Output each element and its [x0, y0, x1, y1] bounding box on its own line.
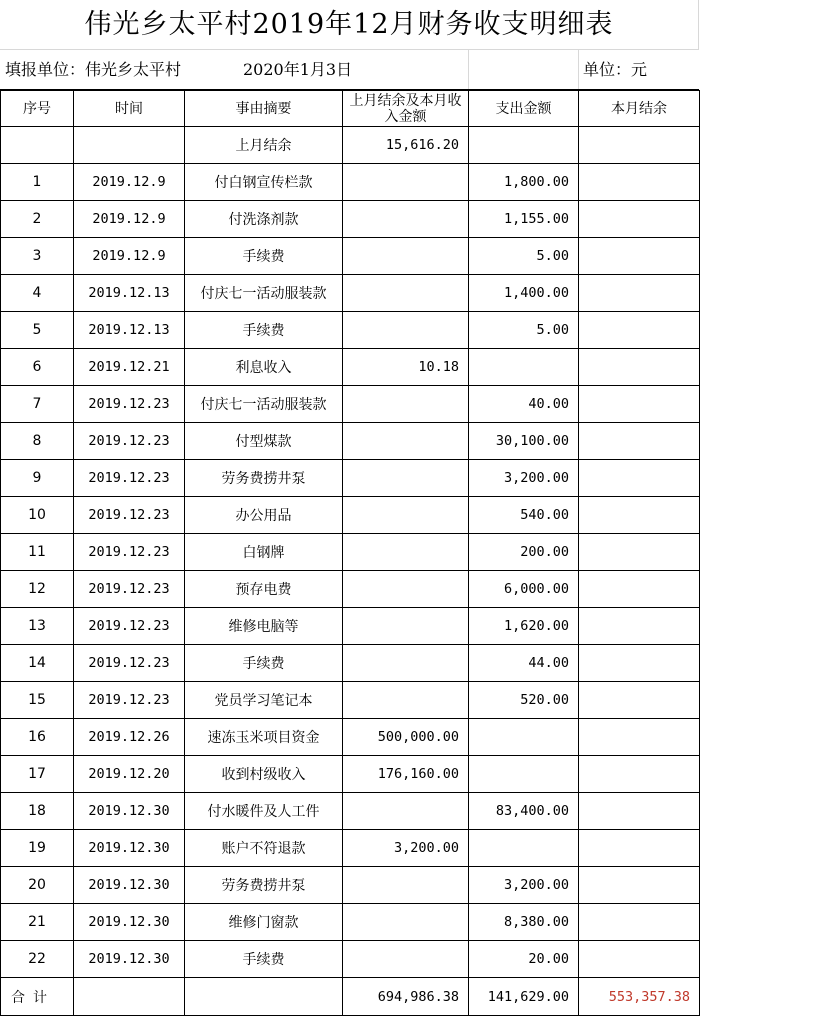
header-row	[1, 91, 700, 127]
table-row	[1, 682, 700, 719]
table-row	[1, 349, 700, 386]
cell-seq: 1	[1, 164, 74, 201]
cell-balance	[579, 904, 700, 941]
cell-income	[343, 571, 469, 608]
cell-income: 15,616.20	[343, 127, 469, 164]
info-divider	[468, 50, 469, 89]
ledger-table	[0, 90, 700, 1016]
cell-summary: 办公用品	[185, 497, 343, 534]
cell-date: 2019.12.23	[74, 460, 185, 497]
cell-balance	[579, 867, 700, 904]
total-label: 合计	[1, 978, 74, 1016]
cell-date: 2019.12.9	[74, 201, 185, 238]
cell-seq: 5	[1, 312, 74, 349]
cell-summary: 付庆七一活动服装款	[185, 386, 343, 423]
cell-balance	[579, 349, 700, 386]
table-row	[1, 941, 700, 978]
table-row	[1, 793, 700, 830]
cell-summary	[185, 978, 343, 1016]
cell-seq: 16	[1, 719, 74, 756]
reporting-unit: 填报单位：伟光乡太平村	[5, 60, 182, 79]
cell-income: 176,160.00	[343, 756, 469, 793]
cell-summary: 收到村级收入	[185, 756, 343, 793]
total-income: 694,986.38	[343, 978, 469, 1016]
cell-summary: 手续费	[185, 645, 343, 682]
cell-expense: 200.00	[469, 534, 579, 571]
cell-balance	[579, 571, 700, 608]
cell-seq: 22	[1, 941, 74, 978]
header-seq: 序号	[1, 91, 74, 127]
cell-seq: 15	[1, 682, 74, 719]
cell-seq: 20	[1, 867, 74, 904]
cell-date: 2019.12.23	[74, 534, 185, 571]
cell-date: 2019.12.9	[74, 164, 185, 201]
cell-date: 2019.12.23	[74, 386, 185, 423]
cell-summary: 预存电费	[185, 571, 343, 608]
cell-seq: 12	[1, 571, 74, 608]
total-balance: 553,357.38	[579, 978, 700, 1016]
cell-income	[343, 608, 469, 645]
info-divider	[578, 50, 579, 89]
cell-date: 2019.12.23	[74, 682, 185, 719]
cell-income	[343, 941, 469, 978]
cell-date: 2019.12.23	[74, 571, 185, 608]
cell-income	[343, 164, 469, 201]
cell-expense: 3,200.00	[469, 460, 579, 497]
cell-balance	[579, 756, 700, 793]
cell-income	[343, 201, 469, 238]
cell-summary: 手续费	[185, 312, 343, 349]
cell-seq: 8	[1, 423, 74, 460]
cell-date: 2019.12.23	[74, 423, 185, 460]
table-row	[1, 904, 700, 941]
cell-summary: 付庆七一活动服装款	[185, 275, 343, 312]
cell-income	[343, 534, 469, 571]
cell-date: 2019.12.26	[74, 719, 185, 756]
cell-balance	[579, 127, 700, 164]
cell-income	[343, 238, 469, 275]
cell-expense: 44.00	[469, 645, 579, 682]
cell-balance	[579, 497, 700, 534]
cell-balance	[579, 719, 700, 756]
cell-summary: 维修电脑等	[185, 608, 343, 645]
table-row	[1, 497, 700, 534]
report-date: 2020年1月3日	[243, 60, 353, 79]
table-row	[1, 534, 700, 571]
cell-seq: 13	[1, 608, 74, 645]
cell-summary: 手续费	[185, 941, 343, 978]
cell-expense: 5.00	[469, 312, 579, 349]
total-expense: 141,629.00	[469, 978, 579, 1016]
cell-date	[74, 978, 185, 1016]
cell-expense: 1,620.00	[469, 608, 579, 645]
header-income: 上月结余及本月收入金额	[343, 91, 469, 127]
table-row	[1, 164, 700, 201]
table-row	[1, 756, 700, 793]
cell-balance	[579, 941, 700, 978]
cell-balance	[579, 534, 700, 571]
cell-balance	[579, 275, 700, 312]
table-row	[1, 275, 700, 312]
table-row	[1, 386, 700, 423]
cell-balance	[579, 645, 700, 682]
cell-balance	[579, 201, 700, 238]
opening-balance-row	[1, 127, 700, 164]
cell-date	[74, 127, 185, 164]
cell-expense: 20.00	[469, 941, 579, 978]
cell-balance	[579, 164, 700, 201]
cell-date: 2019.12.30	[74, 867, 185, 904]
cell-date: 2019.12.30	[74, 904, 185, 941]
cell-seq: 4	[1, 275, 74, 312]
cell-summary: 劳务费捞井泵	[185, 867, 343, 904]
cell-seq: 18	[1, 793, 74, 830]
cell-seq: 17	[1, 756, 74, 793]
cell-seq: 6	[1, 349, 74, 386]
table-row	[1, 460, 700, 497]
cell-expense: 1,800.00	[469, 164, 579, 201]
cell-income: 500,000.00	[343, 719, 469, 756]
cell-expense: 1,400.00	[469, 275, 579, 312]
cell-income: 3,200.00	[343, 830, 469, 867]
cell-income	[343, 423, 469, 460]
cell-summary: 速冻玉米项目资金	[185, 719, 343, 756]
header-time: 时间	[74, 91, 185, 127]
table-row	[1, 645, 700, 682]
header-expense: 支出金额	[469, 91, 579, 127]
table-row	[1, 719, 700, 756]
cell-income	[343, 275, 469, 312]
cell-balance	[579, 793, 700, 830]
table-row	[1, 830, 700, 867]
cell-balance	[579, 423, 700, 460]
cell-expense: 83,400.00	[469, 793, 579, 830]
cell-expense	[469, 756, 579, 793]
cell-date: 2019.12.30	[74, 941, 185, 978]
cell-summary: 付白钢宣传栏款	[185, 164, 343, 201]
cell-balance	[579, 608, 700, 645]
cell-summary: 上月结余	[185, 127, 343, 164]
cell-date: 2019.12.30	[74, 830, 185, 867]
cell-income	[343, 645, 469, 682]
table-row	[1, 201, 700, 238]
money-unit: 单位：元	[583, 60, 648, 79]
cell-income	[343, 682, 469, 719]
cell-expense: 30,100.00	[469, 423, 579, 460]
cell-expense	[469, 719, 579, 756]
cell-seq: 3	[1, 238, 74, 275]
cell-seq: 14	[1, 645, 74, 682]
cell-date: 2019.12.23	[74, 497, 185, 534]
cell-seq: 21	[1, 904, 74, 941]
sheet-title: 伟光乡太平村2019年12月财务收支明细表	[0, 0, 699, 50]
cell-date: 2019.12.20	[74, 756, 185, 793]
cell-income	[343, 497, 469, 534]
table-row	[1, 608, 700, 645]
cell-income	[343, 312, 469, 349]
cell-date: 2019.12.9	[74, 238, 185, 275]
cell-balance	[579, 386, 700, 423]
cell-summary: 手续费	[185, 238, 343, 275]
table-row	[1, 423, 700, 460]
info-row	[0, 50, 699, 90]
cell-seq: 11	[1, 534, 74, 571]
cell-summary: 付型煤款	[185, 423, 343, 460]
cell-seq: 2	[1, 201, 74, 238]
cell-expense: 5.00	[469, 238, 579, 275]
cell-date: 2019.12.23	[74, 645, 185, 682]
cell-date: 2019.12.23	[74, 608, 185, 645]
cell-date: 2019.12.30	[74, 793, 185, 830]
cell-expense: 1,155.00	[469, 201, 579, 238]
table-row	[1, 312, 700, 349]
cell-expense	[469, 830, 579, 867]
cell-expense	[469, 127, 579, 164]
cell-date: 2019.12.13	[74, 312, 185, 349]
table-row	[1, 238, 700, 275]
cell-balance	[579, 460, 700, 497]
table-row	[1, 867, 700, 904]
cell-income	[343, 460, 469, 497]
cell-expense: 3,200.00	[469, 867, 579, 904]
cell-summary: 维修门窗款	[185, 904, 343, 941]
cell-summary: 账户不符退款	[185, 830, 343, 867]
cell-summary: 付水暖件及人工件	[185, 793, 343, 830]
cell-summary: 党员学习笔记本	[185, 682, 343, 719]
header-summary: 事由摘要	[185, 91, 343, 127]
cell-seq: 19	[1, 830, 74, 867]
cell-summary: 劳务费捞井泵	[185, 460, 343, 497]
cell-expense: 40.00	[469, 386, 579, 423]
cell-summary: 付洗涤剂款	[185, 201, 343, 238]
cell-income	[343, 386, 469, 423]
cell-expense: 540.00	[469, 497, 579, 534]
cell-income	[343, 867, 469, 904]
cell-expense: 520.00	[469, 682, 579, 719]
cell-seq: 7	[1, 386, 74, 423]
cell-balance	[579, 830, 700, 867]
cell-date: 2019.12.13	[74, 275, 185, 312]
cell-seq: 10	[1, 497, 74, 534]
cell-balance	[579, 312, 700, 349]
cell-summary: 利息收入	[185, 349, 343, 386]
cell-income	[343, 904, 469, 941]
cell-expense: 6,000.00	[469, 571, 579, 608]
cell-date: 2019.12.21	[74, 349, 185, 386]
cell-expense: 8,380.00	[469, 904, 579, 941]
table-row	[1, 571, 700, 608]
cell-seq	[1, 127, 74, 164]
cell-income: 10.18	[343, 349, 469, 386]
cell-expense	[469, 349, 579, 386]
cell-seq: 9	[1, 460, 74, 497]
cell-income	[343, 793, 469, 830]
header-balance: 本月结余	[579, 91, 700, 127]
cell-balance	[579, 682, 700, 719]
cell-summary: 白钢牌	[185, 534, 343, 571]
total-row	[1, 978, 700, 1016]
cell-balance	[579, 238, 700, 275]
